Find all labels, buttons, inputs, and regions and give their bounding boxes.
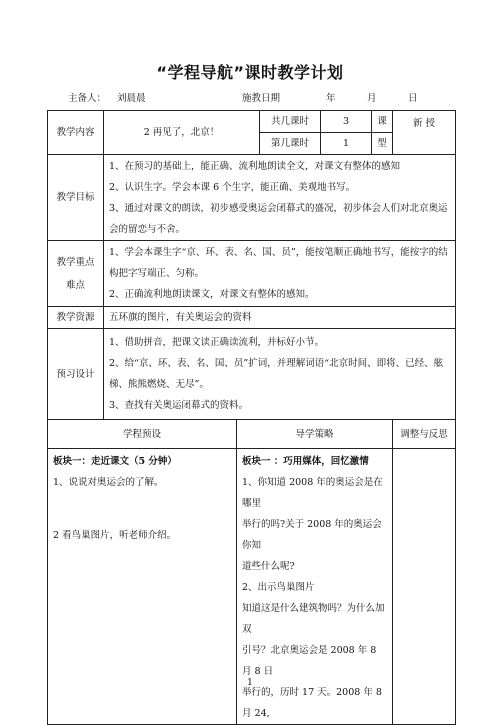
which-hour-label: 第几课时 <box>260 133 321 155</box>
preparer-name: 刘晨晨 <box>117 93 146 104</box>
page-title: “学程导航”课时教学计划 <box>156 63 344 82</box>
key-points-label-line2: 难点 <box>65 279 85 291</box>
goal-item: 2、认识生字。学会本课 6 个生字，能正确、美观地书写。 <box>109 181 356 193</box>
total-hours-value: 3 <box>321 111 372 133</box>
block-mid-line: 2、出示鸟巢图片 <box>242 582 315 593</box>
type-label-top: 课 <box>372 111 393 133</box>
block-mid-title: 板块一 ：巧用媒体，回忆激情 <box>242 456 369 467</box>
key-points-cell <box>104 241 456 307</box>
content-value: 2 再见了，北京！ <box>104 111 260 155</box>
which-hour-value: 1 <box>321 133 372 155</box>
preview-item: 2、给“京、环、表、名、国、员”扩词，并理解词语“北京时间、即将、已经、舷梯、熊熊燃烧、无尽”。 <box>109 358 444 390</box>
month-label: 月 <box>367 93 377 104</box>
preparer-label: 主备人： <box>68 93 107 104</box>
block-mid-line: 知道这是什么建筑物吗？为什么加双 <box>242 603 385 635</box>
lesson-plan-table <box>47 110 456 725</box>
col-header-strategy: 导学策略 <box>237 420 393 449</box>
key-points-label-line1: 教学重点 <box>56 256 95 268</box>
block-mid-line: 引号？北京奥运会是 2008 年 8 月 8 日 <box>242 645 377 677</box>
goal-item: 1、在预习的基础上，能正确、流利地朗读全文，对课文有整体的感知 <box>109 160 401 172</box>
total-hours-label: 共几课时 <box>260 111 321 133</box>
date-label: 施教日期 <box>242 93 281 104</box>
col-header-preset: 学程预设 <box>48 420 237 449</box>
preview-label: 预习设计 <box>48 329 104 420</box>
key-point-item: 1、学会本课生字“京、环、表、名、国、员”，能按笔顺正确地书写，能按字的结构把字写端正、匀称。 <box>109 247 448 279</box>
col-header-adjust: 调整与反思 <box>393 420 456 449</box>
block-left-item: 2 看鸟巢图片，听老师介绍。 <box>53 530 177 541</box>
day-label: 日 <box>408 93 418 104</box>
goal-item: 3、通过对课文的朗读，初步感受奥运会闭幕式的盛况，初步体会人们对北京奥运会的留恋与不舍。 <box>109 202 448 235</box>
resources-label: 教学资源 <box>48 307 104 329</box>
block-left-item: 1、说说对奥运会的了解。 <box>53 477 164 488</box>
goals-label: 教学目标 <box>48 155 104 241</box>
year-label: 年 <box>326 93 336 104</box>
block-mid-line: 道些什么呢? <box>242 561 295 572</box>
preview-item: 3、查找有关奥运闭幕式的资料。 <box>109 400 249 411</box>
goals-cell <box>104 155 456 241</box>
resources-value: 五环旗的图片，有关奥运会的资料 <box>104 307 456 329</box>
key-points-label <box>48 241 104 307</box>
preview-item: 1、借助拼音，把课文读正确读流利，并标好小节。 <box>109 337 325 348</box>
block-left-title: 板块一：走近课文（5 分钟） <box>53 456 177 467</box>
block-mid-line: 举行的，历时 17 天。2008 年 8 月 24, <box>242 687 382 719</box>
preview-cell <box>104 329 456 420</box>
block-mid-line: 举行的吗?关于 2008 年的奥运会你知 <box>242 519 382 551</box>
type-value: 新 授 <box>393 111 456 155</box>
key-point-item: 2、正确流利地朗读课文，对课文有整体的感知。 <box>109 289 315 300</box>
page-number: 1 <box>247 678 253 688</box>
type-label-bottom: 型 <box>372 133 393 155</box>
content-label: 教学内容 <box>48 111 104 155</box>
block-mid-line: 1、你知道 2008 年的奥运会是在哪里 <box>242 477 383 509</box>
